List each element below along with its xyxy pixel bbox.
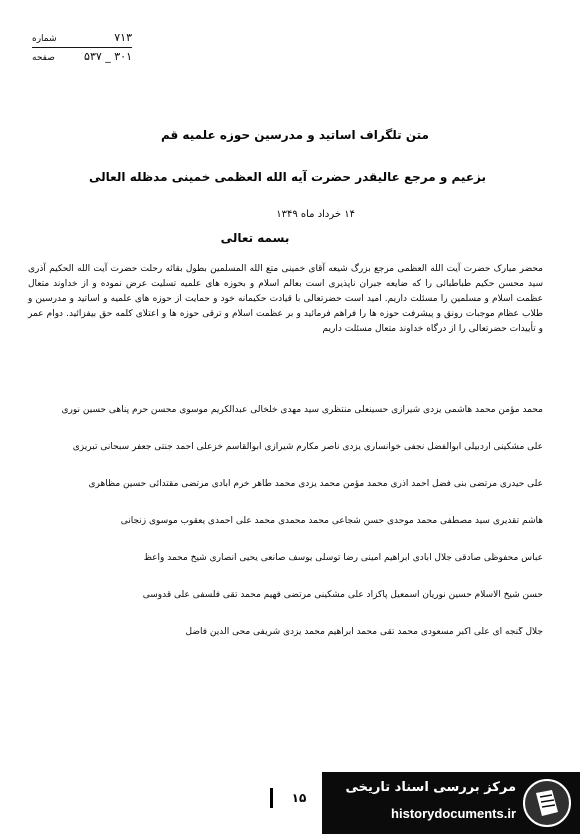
signature-line: حسن شیخ الاسلام حسین نوریان اسمعیل پاکزاد علی مشکینی مرتضی فهیم محمد تقی فلسفی علی قدوسی xyxy=(142,590,543,600)
archive-watermark xyxy=(322,772,580,834)
reference-number-row xyxy=(32,32,132,45)
document-date: ۱۴ خرداد ماه ۱۳۴۹ xyxy=(276,209,355,220)
reference-number-value: ۷۱۳ xyxy=(114,31,132,44)
addressee-line: بزعیم و مرجع عالیقدر حضرت آیه الله العظمی خمینی مدظله العالی xyxy=(88,170,486,184)
watermark-url: historydocuments.ir xyxy=(391,806,516,821)
reference-page-row xyxy=(32,51,132,64)
reference-page-value: ۳۰۱ _ ۵۳۷ xyxy=(84,50,132,63)
signature-line: هاشم تقدیری سید مصطفی محمد موحدی حسن شجاعی محمد محمدی محمد علی احمدی یعقوب موسوی زنجانی xyxy=(120,516,543,526)
signature-line: عباس محفوظی صادقی جلال آبادی ابراهیم امینی رضا توسلی یوسف صانعی یحیی انصاری شیخ محمد واعظ xyxy=(143,553,543,563)
reference-number-label: شماره xyxy=(32,34,57,44)
telegram-heading: متن تلگراف اساتید و مدرسین حوزه علمیه قم xyxy=(160,128,429,142)
document-archive-logo-icon xyxy=(522,778,572,828)
signature-line: علی حیدری مرتضی بنی فضل احمد آذری محمد مؤمن محمد یزدی محمد طاهر خرم آبادی مرتضی مقتدائی حسین مظاهری xyxy=(88,479,543,489)
reference-page-label: صفحه xyxy=(32,53,55,63)
signature-line: محمد مؤمن محمد هاشمی یزدی شیرازی حسینعلی منتظری سید مهدی خلخالی عبدالکریم موسوی محسن حرم پناهی حسین نوری xyxy=(61,405,543,415)
reference-rule xyxy=(32,47,132,48)
reference-block xyxy=(32,32,132,64)
signature-line: جلال گنجه ای علی اکبر مسعودی محمد تقی محمد ابراهیم محمد یزدی شریفی محی الدین فاضل xyxy=(185,627,543,637)
archive-page-number: ۱۵ xyxy=(270,788,328,808)
signature-line: علی مشکینی اردبیلی ابوالفضل نجفی خوانساری یزدی ناصر مکارم شیرازی ابوالقاسم خزعلی احمد جنتی جعفر سبحانی تبریزی xyxy=(72,442,543,452)
watermark-title: مرکز بررسی اسناد تاریخی xyxy=(345,780,516,795)
basmala: بسمه تعالی xyxy=(220,231,290,245)
signatures-block xyxy=(28,405,543,664)
telegram-body: محضر مبارک حضرت آیت الله العظمی مرجع بزرگ شیعه آقای خمینی متع الله المسلمین بطول بقائه رحلت حضرت آیت الله الحکیم آذری سید محسن حکیم طباطبائی را که ضایعه جبران ناپذیری است بعالم اسلام و بحوزه های علمیه تسلیت عرض نموده و از خداوند متعال عظمت اسلام و مسلمین را مسئلت داریم. امید است حضرتعالی با قیادت حکیمانه خود و حمایت از حوزه های علمیه و اساتید و مدرسین و طلاب عظام موجبات رونق و پیشرفت حوزه ها را فراهم فرمائید و بر عظمت اسلام و ترقی حوزه ها و اعتلای کلمه حق بیفزائید. دوام عمر و تأییدات حضرتعالی را از درگاه خداوند متعال مسئلت داریم xyxy=(28,264,543,334)
